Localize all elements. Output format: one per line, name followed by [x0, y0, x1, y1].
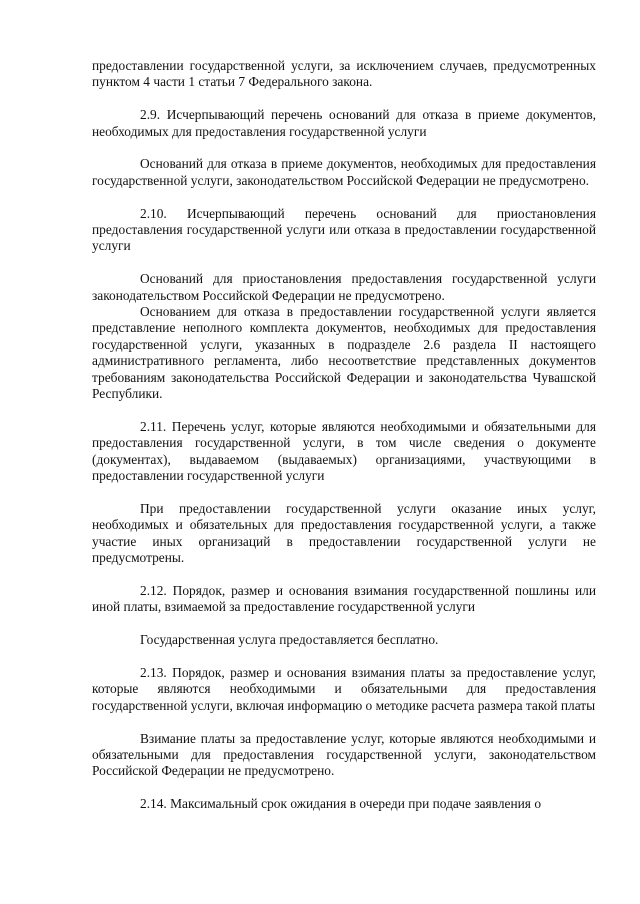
paragraph-2-13-body: Взимание платы за предоставление услуг, которые являются необходимыми и обязательными для предоставления государственной услуги, законодательством Российской Федерации не предусмотрено. [92, 730, 596, 779]
section-heading-2-9: 2.9. Исчерпывающий перечень оснований для отказа в приеме документов, необходимых для предоставления государственной услуги [92, 107, 596, 139]
section-heading-2-12: 2.12. Порядок, размер и основания взимания государственной пошлины или иной платы, взимаемой за предоставление государственной услуги [92, 582, 596, 615]
paragraph-2-9-body: Оснований для отказа в приеме документов, необходимых для предоставления государственной услуги, законодательством Российской Федерации не предусмотрено. [92, 156, 596, 188]
section-heading-2-14: 2.14. Максимальный срок ожидания в очереди при подаче заявления о [140, 796, 542, 812]
paragraph-continuation: предоставлении государственной услуги, за исключением случаев, предусмотренных пунктом 4 части 1 статьи 7 Федерального закона. [92, 58, 596, 90]
document-page [92, 58, 596, 813]
section-heading-2-11: 2.11. Перечень услуг, которые являются необходимыми и обязательными для предоставления государственной услуги, в том числе сведения о документе (документах), выдаваемом (выдаваемых) организациями, участвующими в предоставлении государственной услуги [92, 418, 596, 484]
paragraph-2-10-body-2: Основанием для отказа в предоставлении государственной услуги является представление неполного комплекта документов, необходимых для предоставления государственной услуги, указанных в подразделе 2.6 раздела II настоящего административного регламента, либо несоответствие представленных документов требованиям законодательства Российской Федерации и законодательства Чувашской Республики. [92, 304, 596, 402]
paragraph-2-12-body: Государственная услуга предоставляется бесплатно. [140, 632, 439, 648]
paragraph-2-11-body: При предоставлении государственной услуги оказание иных услуг, необходимых и обязательных для предоставления государственной услуги, а также участие иных организаций в предоставлении государственной услуги не предусмотрены. [92, 500, 596, 566]
paragraph-2-10-body-1: Оснований для приостановления предоставления государственной услуги законодательством Российской Федерации не предусмотрено. [92, 271, 596, 303]
section-heading-2-13: 2.13. Порядок, размер и основания взимания платы за предоставление услуг, которые являются необходимыми и обязательными для предоставления государственной услуги, включая информацию о методике расчета размера такой платы [92, 664, 596, 713]
section-heading-2-10: 2.10. Исчерпывающий перечень оснований для приостановления предоставления государственной услуги или отказа в предоставлении государственной услуги [92, 205, 596, 254]
